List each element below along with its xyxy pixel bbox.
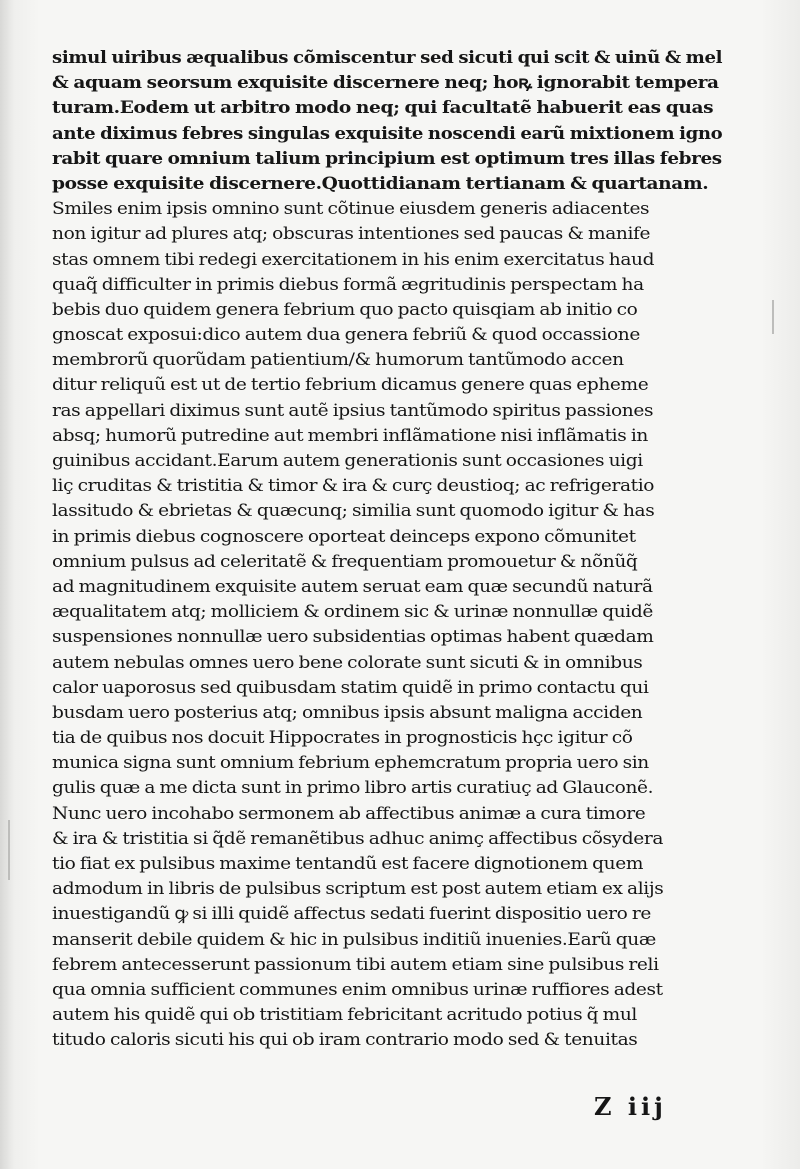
text-line: simul uiribus æqualibus cõmiscentur sed sicuti qui scit & uinũ & mel [52, 48, 723, 68]
text-line: qua omnia sufficient communes enim omnibus urinæ ruffiores adest [52, 979, 663, 1000]
text-line: autem his quidẽ qui ob tristitiam febricitant acritudo potius q̃ mul [52, 1005, 637, 1026]
text-line: gulis quæ a me dicta sunt in primo libro artis curatiuç ad Glauconẽ. [52, 778, 654, 799]
text-line: guinibus accidant.Earum autem generationis sunt occasiones uigi [52, 451, 643, 471]
text-line: suspensiones nonnullæ uero subsidentias optimas habent quædam [52, 627, 654, 648]
text-line: ditur reliquũ est ut de tertio febrium dicamus genere quas epheme [52, 375, 649, 396]
body-text [52, 46, 722, 1054]
text-line: quaq̃ difficulter in primis diebus formã ægritudinis perspectam ha [52, 274, 644, 295]
text-line: membrorũ quorũdam patientium/& humorum tantũmodo accen [52, 350, 624, 371]
text-line: lassitudo & ebrietas & quæcunq; similia sunt quomodo igitur & has [52, 501, 655, 522]
text-line: admodum in libris de pulsibus scriptum est post autem etiam ex alijs [52, 879, 664, 900]
text-line: in primis diebus cognoscere oporteat deinceps expono cõmunitet [52, 526, 636, 547]
text-line: ante diximus febres singulas exquisite noscendi earũ mixtionem igno [52, 123, 723, 144]
text-line: febrem antecesserunt passionum tibi autem etiam sine pulsibus reli [52, 954, 659, 975]
text-line: absq; humorũ putredine aut membri inflãmatione nisi inflãmatis in [52, 425, 648, 446]
signature-mark: Z iij [594, 1092, 667, 1121]
text-line: bebis duo quidem genera febrium quo pacto quisqiam ab initio co [52, 299, 638, 320]
text-line: omnium pulsus ad celeritatẽ & frequentiam promouetur & nõnũq̃ [52, 551, 638, 572]
text-line: manserit debile quidem & hic in pulsibus inditiũ inuenies.Earũ quæ [52, 929, 656, 950]
text-line: rabit quare omnium talium principium est optimum tres illas febres [52, 148, 722, 169]
text-line: & aquam seorsum exquisite discernere neq; hoꝶ ignorabit tempera [52, 73, 719, 94]
text-line: Nunc uero incohabo sermonem ab affectibus animæ a cura timore [52, 803, 646, 824]
text-line: ras appellari diximus sunt autẽ ipsius tantũmodo spiritus passiones [52, 400, 654, 421]
text-line: gnoscat exposui:dico autem dua genera febriũ & quod occassione [52, 325, 640, 346]
text-line: munica signa sunt omnium febrium ephemcratum propria uero sin [52, 753, 649, 774]
text-line: Smiles enim ipsis omnino sunt cõtinue eiusdem generis adiacentes [52, 199, 650, 220]
text-line: æqualitatem atq; molliciem & ordinem sic & urinæ nonnullæ quidẽ [52, 602, 653, 623]
text-line: & ira & tristitia si q̃dẽ remanẽtibus adhuc animç affectibus cõsydera [52, 828, 664, 849]
text-line: tia de quibus nos docuit Hippocrates in prognosticis hçc igitur cõ [52, 728, 633, 749]
text-line: titudo caloris sicuti his qui ob iram contrario modo sed & tenuitas [52, 1030, 638, 1051]
text-line: autem nebulas omnes uero bene colorate sunt sicuti & in omnibus [52, 652, 643, 673]
text-line: tio fiat ex pulsibus maxime tentandũ est facere dignotionem quem [52, 854, 644, 874]
text-line: stas omnem tibi redegi exercitationem in his enim exercitatus haud [52, 249, 655, 270]
text-line: turam.Eodem ut arbitro modo neq; qui facultatẽ habuerit eas quas [52, 98, 714, 119]
text-line: ad magnitudinem exquisite autem seruat eam quæ secundũ naturã [52, 576, 653, 597]
text-line: busdam uero posterius atq; omnibus ipsis absunt maligna acciden [52, 702, 643, 723]
margin-speck [8, 820, 10, 880]
text-line: liç cruditas & tristitia & timor & ira & curç deustioq; ac refrigeratio [52, 476, 655, 497]
text-line: calor uaporosus sed quibusdam statim quidẽ in primo contactu qui [52, 677, 649, 698]
text-line: inuestigandũ ꝙ si illi quidẽ affectus sedati fuerint dispositio uero re [52, 904, 651, 925]
text-line: posse exquisite discernere.Quottidianam tertianam & quartanam. [52, 173, 709, 194]
text-line: non igitur ad plures atq; obscuras intentiones sed paucas & manife [52, 224, 651, 245]
